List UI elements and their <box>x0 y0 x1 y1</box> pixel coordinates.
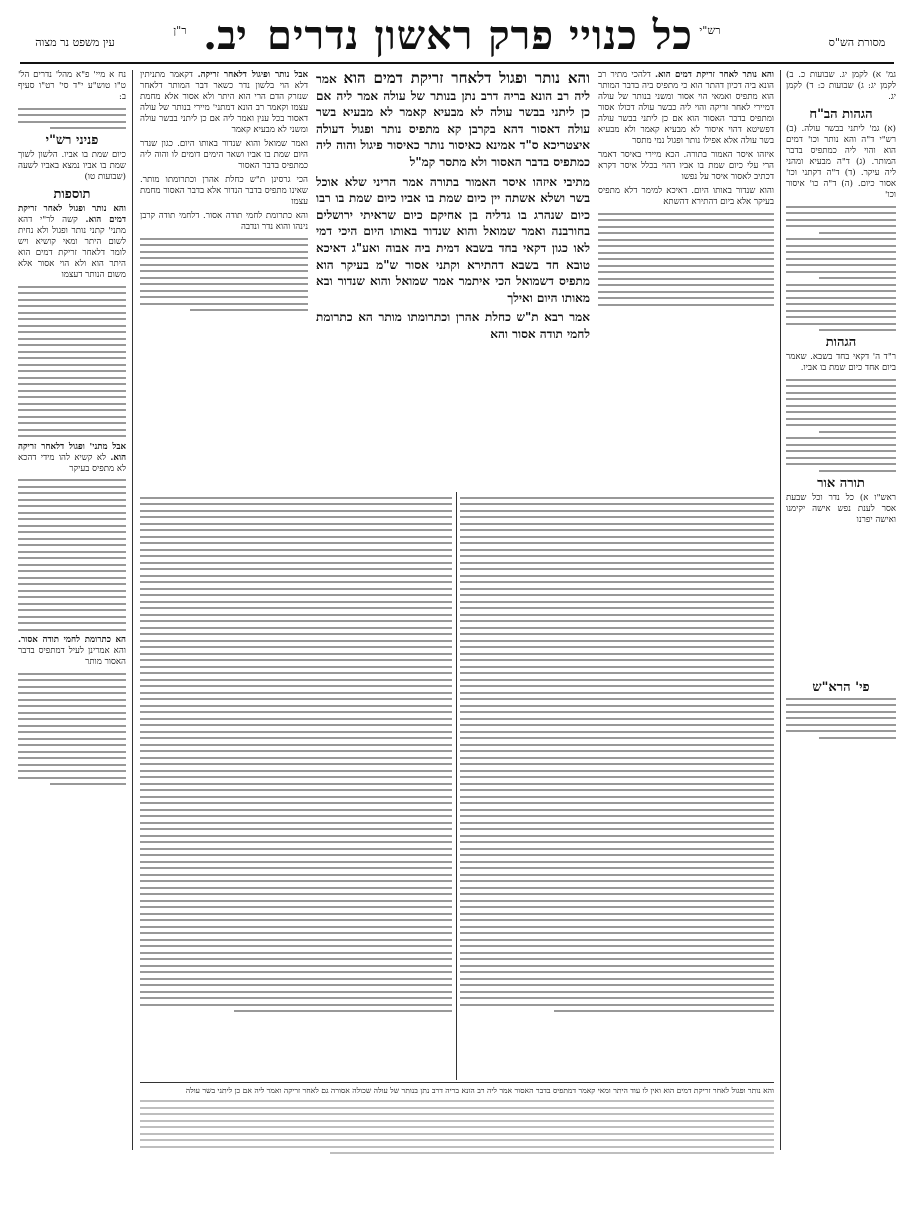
ran-column <box>140 70 308 490</box>
ran-body: דקאמר מתניתין דלא הוי בלשון נדר כשאר דבר המותר דלאחר שנזרק הדם הרי הוא היתר ולא אסור אלא מחמת עצמו וקאמר רב הונא דמתני' מיירי בנותר של עולה דאסור בכל ענין ואמר ליה אם כן ליתני בבשר עולה ומשני לא מבעיא קאמר <box>140 70 308 135</box>
hagahot-habach-body: (א) גמ' ליתני בבשר עולה. (ב) רש"י ד"ה והא נותר וכו' דמים הוא והוי ליה כמתפיס בדבר המותר. (ג) ד"ה מבעיא ומהני ליה עיקר. (ד) ד"ה דקתני וכו' אסור כיום. (ה) ד"ה כו' איסור וכו' <box>786 124 896 200</box>
tosafot-title: תוספות <box>53 187 91 202</box>
masoret-refs: גמ' א) לקמן יג. שבועות כ. ב) לקמן יג: ג) שבועות כ: ד) לקמן יג. <box>786 70 896 102</box>
tosafot-dibur-3: הא כתרומת לחמי תודה אסור. <box>18 635 126 645</box>
rashi-third: והוא שנדור באותו היום. דאיכא למימר דלא מתפיס בעיקר אלא ביום דהתירא דהשתא <box>598 186 774 207</box>
ran-bottom: והא כתרומת לחמי תודה אסור. דלחמי תודה קרבן נינהו והוא נדר ונדבה <box>140 211 308 232</box>
ein-mishpat-body: נח א מיי' פ"א מהל' נדרים הל' ט"ו טוש"ע י"ד סי' רט"ו סעיף ב: <box>18 70 126 102</box>
header-rule <box>20 62 894 64</box>
right-margin-divider <box>780 70 781 1150</box>
masoret-label: מסורת הש"ס <box>828 36 886 49</box>
torah-or-title: תורה אור <box>817 475 865 491</box>
torah-or-body: ראש"ו א) כל נדר וכל שבעת אסר לענת נפש אישה יקימנו ואישה יפרנו <box>786 492 896 525</box>
tosafot-body-2: לא קשיא להו מידי דהכא לא מתפיס בעיקר <box>18 452 126 474</box>
gemara-opening: והא נותר ופגול דלאחר זריקת דמים הוא <box>343 70 590 87</box>
ran-dibur: אבל נותר ופיגול דלאחר זריקה. <box>197 70 308 80</box>
rosh-column <box>140 1086 774 1198</box>
ran-lower-column <box>140 492 452 1080</box>
rashi-label: רש"י <box>699 24 721 37</box>
right-margin <box>786 70 896 670</box>
rashi-lower-column <box>460 492 774 1080</box>
gemara-text-2: מתיבי איזהו איסר האמור בתורה אמר הריני שלא אוכל בשר ושלא אשתה יין כיום שמת בו אביו כיום שמת בו רבו כיום שנהרג בו גדליה בן אחיקם כיום שראיתי ירושלים בחורבנה ואמר שמואל והוא שנדור באותו היום היכי דמי לאו כגון דקאי בחד בשבא דמית ביה אבוה ואע"ג דאיכא טובא חד בשבא דהתירא וקתני אסור ש"מ בעיקר הוא מתפיס דשמואל הכי איתמר אמר שמואל והוא שנדור ובא מאותו היום ואילך <box>316 174 590 305</box>
rashi-column <box>598 70 774 490</box>
rashi-body: דלהכי מתיר רב הונא ביה דכיון דהתר הוא כי מתפיס ביה בדבר המותר הוא מתפיס ואמאי הוי אסור ומשני בנותר של עולה דמיירי לאחר זריקה והוי ליה כבשר עולה דכולו אסור ומתפיס בדבר האסור הוא אם כן ליתני בבשר עולה דפשיטא דהוי איסור לא מבעיא קאמר ולא מבעיא בשר עולה אלא אפילו נותר ופגול נמי מתסר <box>598 70 774 146</box>
tosafot-body: קשה לר"י דהא מתני' קתני נותר ופגול ולא נחית לשום היתר ומאי קושיא ויש לומר דלאחר זריקת דמים הוא היתר הוא ולא הוי אסור אלא משום הנותר דעצמו <box>18 215 126 280</box>
ran-label: ר"ן <box>173 24 187 37</box>
left-margin-divider <box>132 70 133 1150</box>
rosh-top-rule <box>140 1082 774 1083</box>
tosafot-dibur: והא נותר ופגול לאחר זריקת דמים הוא. <box>18 204 126 225</box>
left-margin <box>18 70 126 1150</box>
right-margin-lower <box>786 676 896 796</box>
pnei-rashi-title: פניני רש"י <box>45 133 99 148</box>
tosafot-body-3: והא אמרינן לעיל דמתפיס בדבר האסור מותר <box>18 646 126 667</box>
ein-mishpat-label: עין משפט נר מצוה <box>35 36 115 49</box>
tractate-chapter-title: כל כנויי פרק ראשון נדרים <box>267 12 693 59</box>
lower-column-divider <box>456 492 457 1080</box>
hagahot-title: הגהות <box>825 335 857 350</box>
folio-number: יב. <box>203 12 247 59</box>
ran-mid: ואמר שמואל והוא שנדור באותו היום. כגון שנדר היום שמת בו אביו ושאר הימים דומים לו והוה ליה כמתפיס בדבר האסור <box>140 139 308 171</box>
rosh-body: והא נותר ופגול לאחר זריקת דמים הוא ואין לו עוד היתר ומאי קאמר דמתפיס בדבר האסור אמר ליה רב הונא בריה דרב נתן בנותר של עולה שכולה אסורה גם לאחר זריקה ואמר ליה אם כן ליתני בשר עולה <box>185 1086 774 1095</box>
tosafot-dibur-2: אבל מתני' ופגול דלאחר זריקה הוא. <box>18 441 126 463</box>
ran-low: הכי גרסינן ת"ש כחלת אהרן וכתרומתו מותר. שאינו מתפיס בדבר הנדור אלא בדבר האסור מחמת עצמו <box>140 175 308 207</box>
pnei-rashi-body: כיום שמת בו אביו. הלשון לשוך שמת בו אביו נמצא באביו לשעה (שבועות טו) <box>18 150 126 182</box>
rashi-dibur: והא נותר לאחר זריקת דמים הוא. <box>655 70 774 80</box>
piskei-harosh-title: פי' הרא"ש <box>812 680 870 695</box>
gemara-text-3: אמר רבא ת"ש כחלת אהרן וכתרומתו מותר הא כתרומת לחמי תודה אסור והא <box>316 310 590 341</box>
gemara-text <box>316 70 590 490</box>
rashi-second: איזהו איסר האמור בתורה. הכא מיירי באיסר דאמר הרי עלי כיום שמת בו אביו דהוי בכלל איסר דקרא דכתיב לאסור איסר על נפשו <box>598 150 774 182</box>
hagahot-habach-title: הגהות הב"ח <box>809 107 873 122</box>
hagahot-body: ר"ד ה' דקאי בחד בשבא. שאמר ביום אחד כיום שמת בו אביו. <box>786 352 896 373</box>
gemara-text-1: אמר ליה רב הונא בריה דרב נתן בנותר של עולה אמר ליה אם כן ליתני בבשר עולה לא מבעיא קאמר לא מבעיא בשר עולה דאסור דהא בקרבן קא מתפיס נותר ופגול דעולה איצטריכא ס"ד אמינא כאיסור נותר כאיסור פיגול והוה ליה כמתפיס בדבר האסור ולא מתסר קמ"ל <box>316 72 590 169</box>
